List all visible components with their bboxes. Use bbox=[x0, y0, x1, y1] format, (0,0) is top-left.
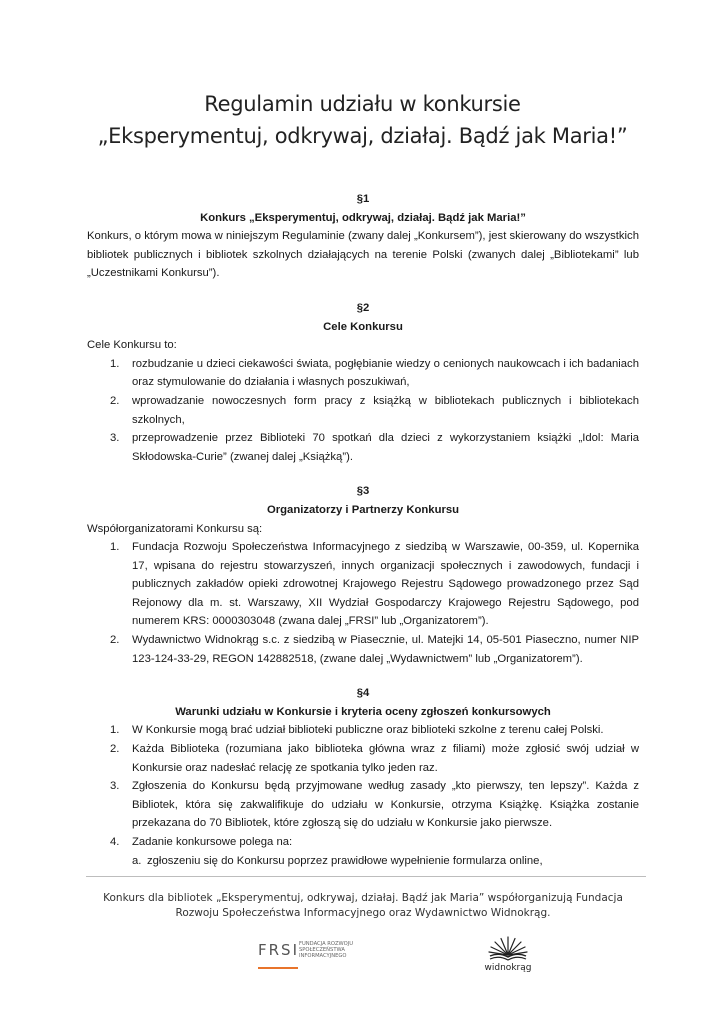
list-item bbox=[87, 721, 639, 740]
list-item-text: Zgłoszenia do Konkursu będą przyjmowane według zasady „kto pierwszy, ten lepszy”. Każda z Bibliotek, która się zakwalifikuje do udziału w Konkursie, otrzyma Książkę. Książka zostanie przekazana do 70 Bibliotek, które zgłoszą się do udziału w Konkursie jako pierwsze. bbox=[132, 780, 639, 830]
list-item bbox=[87, 355, 639, 392]
numbered-list bbox=[87, 538, 639, 668]
list-item-text: rozbudzanie u dzieci ciekawości świata, pogłębianie wiedzy o cenionych naukowcach i ich badaniach oraz stymulowanie do działania i własnych poszukiwań, bbox=[132, 357, 639, 389]
widnokrag-logo bbox=[478, 935, 538, 981]
document-title bbox=[0, 88, 725, 152]
title-line-2: „Eksperymentuj, odkrywaj, działaj. Bądź jak Maria!” bbox=[97, 124, 628, 148]
section-number: §4 bbox=[356, 687, 370, 700]
list-item bbox=[87, 777, 639, 833]
section-1 bbox=[87, 190, 639, 283]
footer-text: Konkurs dla bibliotek „Eksperymentuj, odkrywaj, działaj. Bądź jak Maria” współorganizują Fundacja Rozwoju Społeczeństwa Informacyjnego oraz Wydawnictwo Widnokrąg. bbox=[103, 892, 623, 919]
list-item-number: 1. bbox=[110, 357, 120, 370]
list-item-text: przeprowadzenie przez Biblioteki 70 spotkań dla dzieci z wykorzystaniem książki „Idol: Maria Skłodowska-Curie” (zwanej dalej „Książką”). bbox=[132, 432, 639, 463]
section-title: Warunki udziału w Konkursie i kryteria oceny zgłoszeń konkursowych bbox=[175, 705, 551, 718]
section-4 bbox=[87, 684, 639, 870]
list-item-number: 4. bbox=[110, 836, 120, 848]
frsi-logo-letters: FRSI bbox=[258, 941, 299, 959]
section-intro: Współorganizatorami Konkursu są: bbox=[87, 522, 263, 535]
section-title: Konkurs „Eksperymentuj, odkrywaj, działaj. Bądź jak Maria!” bbox=[200, 211, 526, 224]
list-item-text: Zadanie konkursowe polega na: bbox=[132, 836, 293, 848]
list-item-text: Każda Biblioteka (rozumiana jako biblioteka główna wraz z filiami) może zgłosić swój udział w Konkursie oraz nadesłać relację ze spotkania tylko jeden raz. bbox=[132, 743, 639, 774]
list-item-text: wprowadzanie nowoczesnych form pracy z książką w bibliotekach publicznych i bibliotekach szkolnych, bbox=[132, 394, 639, 426]
list-item-number: 3. bbox=[110, 432, 120, 445]
sublist-item-text: zgłoszeniu się do Konkursu poprzez prawidłowe wypełnienie formularza online, bbox=[147, 854, 543, 867]
list-item-number: 1. bbox=[110, 724, 120, 737]
list-item-number: 3. bbox=[110, 780, 120, 793]
frsi-logo bbox=[258, 940, 368, 974]
numbered-list bbox=[87, 355, 639, 467]
list-item-text: Fundacja Rozwoju Społeczeństwa Informacyjnego z siedzibą w Warszawie, 00-359, ul. Kopernika 17, wpisana do rejestru stowarzyszeń, innych organizacji społecznych i zawodowych, fundacji i publicznych zakładów opieki zdrowotnej Krajowego Rejestru Sądowego prowadzonego przez Sąd Rejonowy dla m. st. Warszawy, XII Wydział Gospodarczy Krajowego Rejestru Sądowego, pod numerem KRS: 0000303048 (zwana dalej „FRSI” lub „Organizatorem”). bbox=[132, 541, 639, 628]
lettered-sublist bbox=[87, 852, 639, 871]
frsi-logo-accent-bar bbox=[258, 967, 298, 969]
document-body bbox=[87, 190, 639, 870]
section-2 bbox=[87, 299, 639, 466]
section-title: Cele Konkursu bbox=[323, 320, 403, 333]
list-item-number: 1. bbox=[110, 541, 120, 554]
list-item-text: Wydawnictwo Widnokrąg s.c. z siedzibą w Piasecznie, ul. Matejki 14, 05-501 Piaseczno, numer NIP 123-124-33-29, REGON 142882518, (zwane dalej „Wydawnictwem” lub „Organizatorem”). bbox=[132, 634, 639, 665]
list-item-number: 2. bbox=[110, 394, 120, 407]
list-item bbox=[87, 631, 639, 668]
list-item-text: W Konkursie mogą brać udział biblioteki publiczne oraz biblioteki szkolne z terenu całej Polski. bbox=[132, 724, 604, 737]
sunrise-book-icon bbox=[486, 935, 530, 961]
section-paragraph: Konkurs, o którym mowa w niniejszym Regulaminie (zwany dalej „Konkursem”), jest skierowany do wszystkich bibliotek publicznych i bibliotek szkolnych działających na terenie Polski (zwanych dalej „Bibliotekami” lub „Uczestnikami Konkursu”). bbox=[87, 230, 639, 280]
title-line-1: Regulamin udziału w konkursie bbox=[204, 92, 521, 116]
section-number: §1 bbox=[356, 193, 370, 205]
list-item bbox=[87, 392, 639, 429]
list-item bbox=[87, 538, 639, 631]
widnokrag-logo-text: widnokrąg bbox=[484, 963, 532, 973]
list-item bbox=[87, 429, 639, 466]
section-title: Organizatorzy i Partnerzy Konkursu bbox=[266, 503, 460, 516]
section-number: §2 bbox=[356, 301, 370, 314]
list-item-number: 2. bbox=[110, 743, 120, 756]
footer-divider bbox=[86, 876, 646, 877]
section-intro: Cele Konkursu to: bbox=[87, 339, 177, 352]
section-3 bbox=[87, 482, 639, 668]
list-item bbox=[87, 833, 639, 852]
numbered-list bbox=[87, 721, 639, 851]
frsi-logo-fullname: FUNDACJA ROZWOJU SPOŁECZEŃSTWA INFORMACYJNEGO bbox=[299, 941, 354, 959]
sublist-item-letter: a. bbox=[132, 854, 142, 867]
sublist-item bbox=[87, 852, 639, 871]
list-item-number: 2. bbox=[110, 634, 120, 647]
list-item bbox=[87, 740, 639, 777]
section-number: §3 bbox=[356, 485, 370, 498]
